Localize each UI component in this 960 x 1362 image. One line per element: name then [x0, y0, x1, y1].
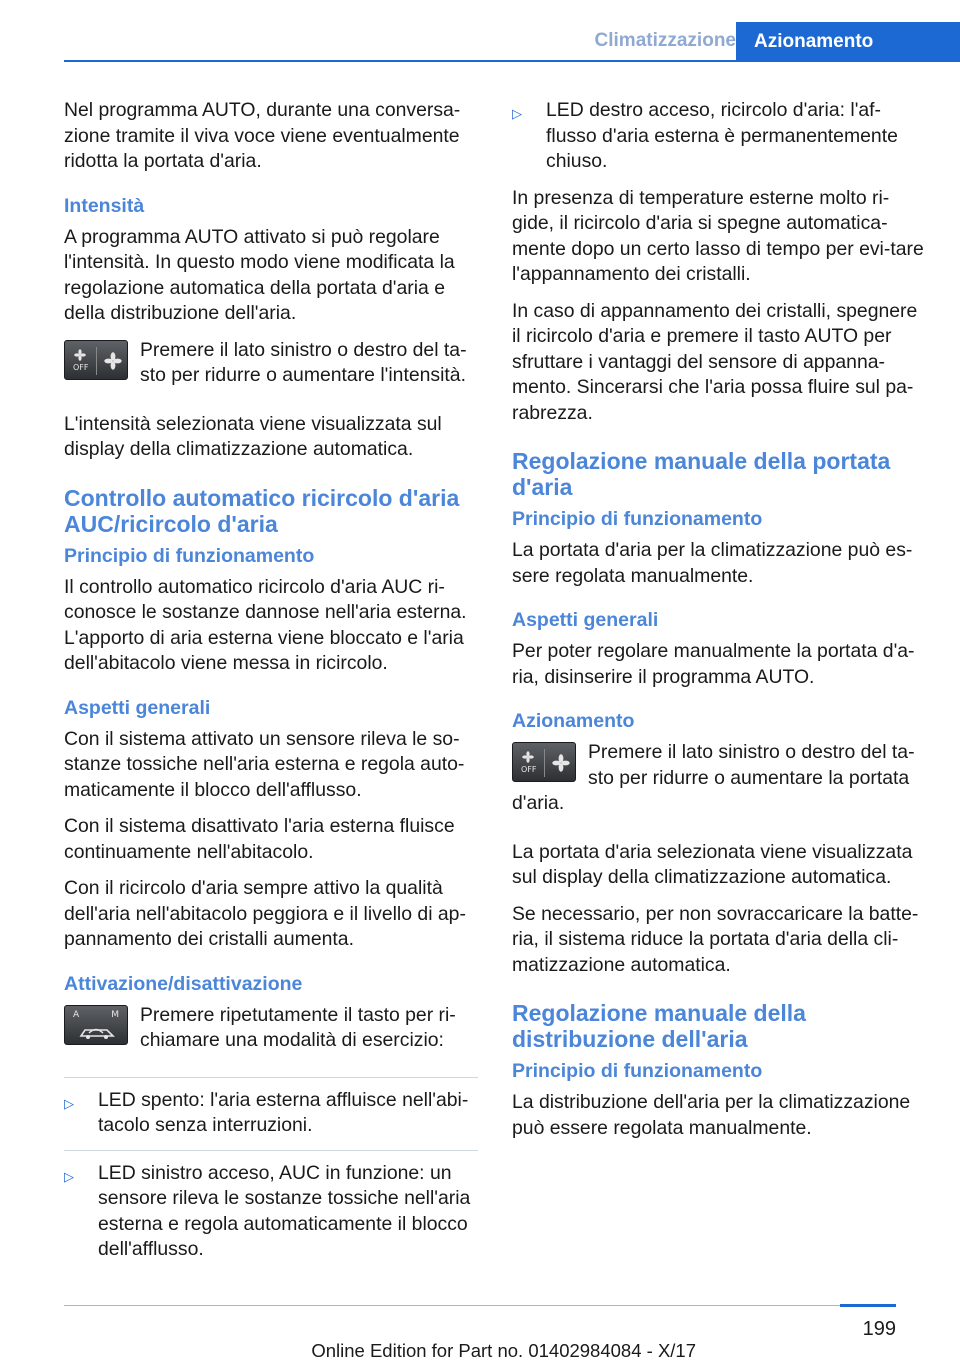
triangle-bullet-icon: ▷ — [512, 106, 522, 121]
subheading-attivazione: Attivazione/disattivazione — [64, 972, 303, 995]
edition-note: Online Edition for Part no. 01402984084 - X/17 — [311, 1340, 696, 1361]
subheading-azionamento: Azionamento — [512, 710, 635, 732]
triangle-bullet-icon: ▷ — [64, 1168, 74, 1184]
paragraph: Con il sistema attivato un sensore rileva le so-stanze tossiche nell'aria esterna e regola auto-maticamente il blocco dell'afflusso. — [64, 727, 465, 801]
section-heading-portata: Regolazione manuale della portata d'aria — [512, 448, 891, 500]
fan-button-image — [512, 742, 576, 782]
right-column — [512, 98, 926, 1152]
fan-large-icon — [104, 352, 122, 370]
button-instruction-text: Premere il lato sinistro o destro del ta-sto per ridurre o aumentare la portata d'aria. — [512, 741, 915, 814]
header-rule — [64, 60, 960, 62]
header-section-title: Climatizzazione — [594, 30, 736, 51]
fan-large-icon — [552, 754, 570, 772]
section-heading-distribuzione: Regolazione manuale della distribuzione dell'aria — [512, 1000, 806, 1052]
paragraph: Se necessario, per non sovraccaricare la batte-ria, il sistema riduce la portata d'aria della cli-matizzazione automatica. — [512, 902, 919, 976]
button-divider — [544, 749, 545, 777]
paragraph: La portata d'aria per la climatizzazione può es-sere regolata manualmente. — [512, 539, 913, 587]
button-instruction-text: Premere il lato sinistro o destro del ta-sto per ridurre o aumentare l'intensità. — [140, 338, 467, 386]
paragraph: Per poter regolare manualmente la portata d'a-ria, disinserire il programma AUTO. — [512, 640, 915, 688]
list-item: ▷ LED sinistro acceso, AUC in funzione: un sensore rileva le sostanze tossiche nell'aria esterna e regola automaticamente il blocco dell'afflusso. — [64, 1150, 478, 1263]
paragraph: La distribuzione dell'aria per la climatizzazione può essere regolata manualmente. — [512, 1091, 911, 1139]
button-divider — [96, 347, 97, 375]
paragraph: Il controllo automatico ricircolo d'aria AUC ri-conosce le sostanze dannose nell'aria esterna. L'apporto di aria esterna viene bloccato e l'aria dell'abitacolo viene messa in ricircolo. — [64, 575, 467, 674]
button-instruction — [512, 740, 926, 828]
fan-button-image — [64, 340, 128, 380]
section-heading-auc: Controllo automatico ricircolo d'aria AUC/ricircolo d'aria — [64, 484, 460, 537]
off-label: OFF — [521, 765, 537, 774]
list-item: ▷ LED spento: l'aria esterna affluisce nell'abi-tacolo senza interruzioni. — [64, 1077, 478, 1139]
footer-accent — [840, 1304, 896, 1307]
paragraph: Nel programma AUTO, durante una conversa-zione tramite il viva voce viene eventualmente ridotta la portata d'aria. — [64, 99, 461, 172]
left-column — [64, 98, 478, 1274]
mode-list — [64, 1077, 478, 1263]
button-instruction — [64, 338, 478, 400]
paragraph: Con il ricircolo d'aria sempre attivo la qualità dell'aria nell'abitacolo peggiora e il livello di ap-pannamento dei cristalli aumenta. — [64, 877, 466, 950]
subheading-intensita: Intensità — [64, 194, 145, 217]
subheading-principio: Principio di funzionamento — [512, 1060, 763, 1082]
paragraph: In caso di appannamento dei cristalli, spegnere il ricircolo d'aria e premere il tasto AUTO per sfruttare i vantaggi del sensore di appanna-mento. Sincerarsi che l'aria possa fluire sul pa-rabrezza. — [512, 299, 918, 424]
paragraph: A programma AUTO attivato si può regolare l'intensità. In questo modo viene modificata la regolazione automatica della portata d'aria e della distribuzione dell'aria. — [64, 225, 455, 324]
button-instruction — [64, 1003, 478, 1065]
subheading-principio: Principio di funzionamento — [64, 544, 315, 567]
subheading-aspetti: Aspetti generali — [64, 696, 211, 719]
paragraph: Con il sistema disattivato l'aria esterna fluisce continuamente nell'abitacolo. — [64, 815, 455, 863]
paragraph: In presenza di temperature esterne molto ri-gide, il ricircolo d'aria si spegne automatica-mente dopo un certo lasso di tempo per evi-tare l'appannamento dei cristalli. — [512, 186, 924, 285]
paragraph: La portata d'aria selezionata viene visualizzata sul display della climatizzazione automatica. — [512, 840, 913, 888]
fan-small-icon — [74, 349, 86, 361]
auto-label: A — [73, 1009, 80, 1020]
list-item: ▷ LED destro acceso, ricircolo d'aria: l'af-flusso d'aria esterna è permanentemente chiuso. — [512, 99, 898, 172]
car-recirculation-icon — [77, 1022, 117, 1042]
footer-rule — [64, 1305, 896, 1306]
triangle-bullet-icon: ▷ — [64, 1095, 74, 1111]
subheading-principio: Principio di funzionamento — [512, 508, 763, 530]
mode-list-continued — [512, 98, 926, 175]
off-label: OFF — [73, 362, 89, 372]
manual-label: M — [111, 1009, 119, 1020]
button-instruction-text: Premere ripetutamente il tasto per ri-chiamare una modalità di esercizio: — [140, 1003, 456, 1051]
recirculation-button-image — [64, 1005, 128, 1045]
fan-small-icon — [522, 751, 534, 763]
subheading-aspetti: Aspetti generali — [512, 609, 659, 631]
page-number: 199 — [862, 1318, 896, 1340]
header-active-tab: Azionamento — [736, 22, 960, 62]
page-header — [64, 22, 960, 62]
paragraph: L'intensità selezionata viene visualizzata sul display della climatizzazione automatica. — [64, 412, 442, 460]
